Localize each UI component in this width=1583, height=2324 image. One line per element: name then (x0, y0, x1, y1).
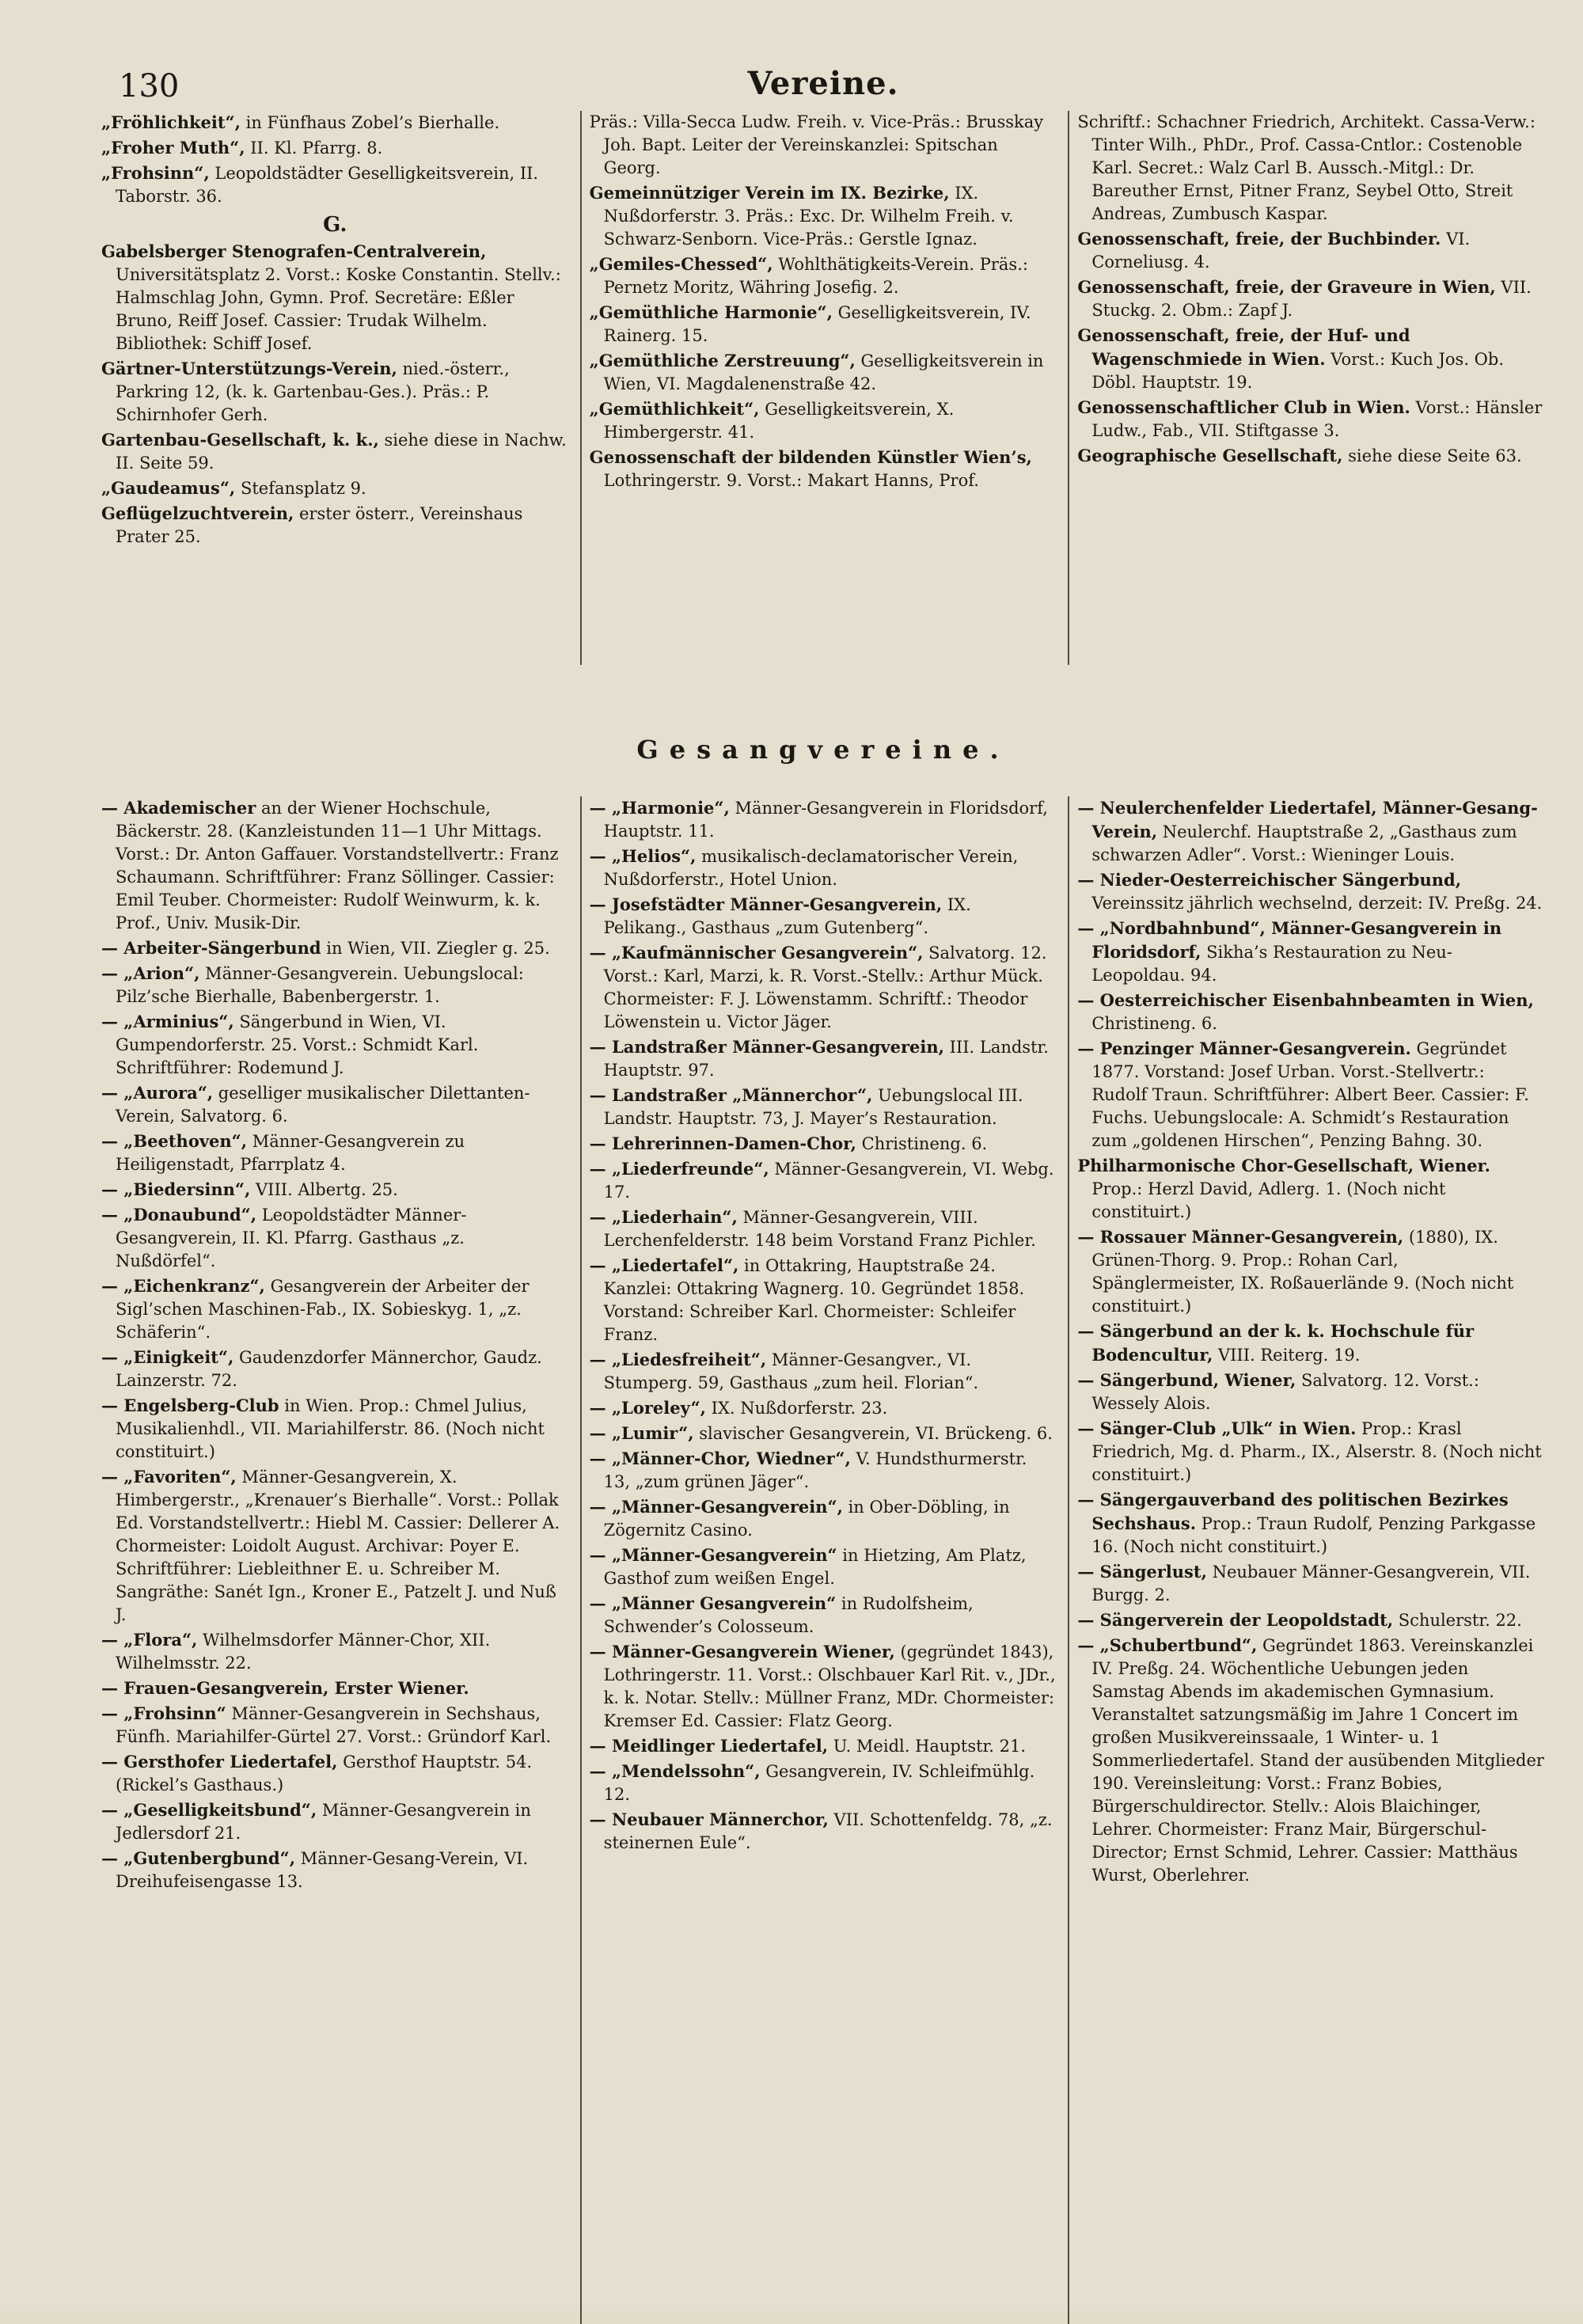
entry-details: Vereinssitz jährlich wechselnd, derzeit: IV. Preßg. 24. (1091, 894, 1543, 913)
directory-entry (590, 1495, 1057, 1542)
entry-name: — „Männer Gesangverein“ (589, 1593, 837, 1613)
entry-name: — Sängerbund an der k. k. Hochschule für Bodencultur, (1077, 1321, 1475, 1365)
directory-entry (1077, 1369, 1545, 1415)
entry-name: — „Geselligkeitsbund“, (101, 1800, 317, 1820)
entry-details: Wohlthätigkeits-Verein. Präs.: Pernetz Moritz, Währing Josefig. 2. (603, 255, 1028, 297)
entry-details: Salvatorg. 12. Vorst.: Karl, Marzi, k. R. Vorst.-Stellv.: Arthur Mück. Chormeister: F. J. Löwenstamm. Schriftf.: Theodor Löwenstein u. Victor Jäger. (603, 944, 1047, 1031)
entry-details: Schulerstr. 22. (1398, 1611, 1522, 1630)
entry-details: IX. Pelikang., Gasthaus „zum Gutenberg“. (603, 895, 971, 937)
directory-entry (590, 1808, 1057, 1855)
entry-details: Vorst.: Hänsler Ludw., Fab., VII. Stiftgasse 3. (1091, 398, 1543, 440)
entry-name: „Frohsinn“, (101, 163, 210, 183)
directory-entry (1077, 1037, 1545, 1153)
directory-entry (590, 1254, 1057, 1346)
bottom-column-1 (101, 796, 569, 2324)
entry-details: Universitätsplatz 2. Vorst.: Koske Constantin. Stellv.: Halmschlag John, Gymn. Prof. Secretäre: Eßler Bruno, Reiff Josef. Cassier: Trudak Wilhelm. Bibliothek: Schiff Josef. (116, 265, 561, 353)
entry-name: Geographische Gesellschaft, (1077, 446, 1343, 465)
entry-name: — Sängerbund, Wiener, (1077, 1370, 1296, 1390)
entry-name: Gartenbau-Gesellschaft, k. k., (101, 430, 379, 450)
entry-name: — Engelsberg-Club (101, 1396, 279, 1415)
entry-details: Männer-Gesangverein in Floridsdorf, Hauptstr. 11. (603, 799, 1048, 841)
directory-entry (590, 1544, 1057, 1590)
entry-name: — „Gutenbergbund“, (101, 1848, 296, 1868)
directory-entry (1077, 868, 1545, 915)
entry-details: Gesangverein, IV. Schleifmühlg. 12. (603, 1762, 1035, 1804)
directory-entry (1077, 275, 1545, 322)
directory-entry (101, 1203, 569, 1273)
page-title: Vereine. (747, 65, 899, 102)
entry-name: Genossenschaft, freie, der Buchbinder. (1077, 229, 1441, 249)
directory-entry (101, 477, 569, 500)
entry-details: Leopoldstädter Männer-Gesangverein, II. Kl. Pfarrg. Gasthaus „z. Nußdörfel“. (116, 1206, 467, 1270)
entry-details: III. Landstr. Hauptstr. 97. (603, 1038, 1049, 1080)
directory-entry (101, 1798, 569, 1845)
directory-entry (101, 428, 569, 475)
directory-entry (101, 502, 569, 549)
entry-name: — Nieder-Oesterreichischer Sängerbund, (1077, 870, 1462, 890)
directory-entry (590, 1132, 1057, 1156)
entry-details: in Wien. Prop.: Chmel Julius, Musikalienhdl., VII. Mariahilferstr. 86. (Noch nicht constituirt.) (116, 1396, 545, 1461)
entry-name: — Neubauer Männerchor, (589, 1809, 829, 1829)
directory-entry (1077, 1320, 1545, 1367)
directory-entry (101, 962, 569, 1008)
directory-entry (590, 349, 1057, 396)
directory-entry (1077, 1225, 1545, 1318)
directory-entry (101, 1394, 569, 1464)
entry-details: in Fünfhaus Zobel’s Bierhalle. (245, 113, 500, 132)
entry-name: — „Helios“, (589, 846, 697, 866)
directory-entry (590, 1592, 1057, 1639)
entry-details: Neulerchf. Hauptstraße 2, „Gasthaus zum schwarzen Adler“. Vorst.: Wieninger Louis. (1091, 822, 1517, 864)
entry-name: Philharmonische Chor-Gesellschaft, Wiener. (1077, 1156, 1490, 1175)
entry-name: — „Beethoven“, (101, 1131, 248, 1151)
entry-name: „Froher Muth“, (101, 138, 245, 158)
page-header (101, 63, 1545, 111)
entry-name: „Fröhlichkeit“, (101, 112, 241, 132)
directory-entry (590, 1206, 1057, 1252)
entry-details: Männer-Gesangverein, VIII. Lerchenfelderstr. 148 beim Vorstand Franz Pichler. (603, 1208, 1036, 1250)
entry-name: — „Nordbahnbund“, Männer-Gesangverein in Floridsdorf, (1077, 918, 1502, 962)
directory-entry (1077, 444, 1545, 468)
letter-heading: G. (323, 213, 347, 237)
entry-details: Geselligkeitsverein, IV. Rainerg. 15. (603, 303, 1031, 345)
directory-entry (101, 1274, 569, 1344)
entry-name: — „Mendelssohn“, (589, 1761, 761, 1781)
entry-name: — Oesterreichischer Eisenbahnbeamten in Wien, (1077, 990, 1534, 1010)
directory-entry (590, 845, 1057, 891)
entry-details: Gegründet 1877. Vorstand: Josef Urban. Vorst.-Stellvertr.: Rudolf Traun. Schriftführer: Albert Beer. Cassier: F. Fuchs. Uebungslocale: A. Schmidt’s Restauration zum „goldenen Hirschen“, Penzing Bahng. 30. (1091, 1039, 1529, 1150)
entry-name: — Lehrerinnen-Damen-Chor, (589, 1134, 856, 1153)
directory-entry (1077, 1608, 1545, 1632)
entry-details: Wilhelmsdorfer Männer-Chor, XII. Wilhelmsstr. 22. (116, 1631, 491, 1673)
entry-name: — „Biedersinn“, (101, 1179, 251, 1199)
entry-details: VIII. Reiterg. 19. (1217, 1346, 1361, 1365)
entry-details: Geselligkeitsverein in Wien, VI. Magdalenenstraße 42. (603, 351, 1044, 393)
entry-details: VI. Corneliusg. 4. (1091, 230, 1471, 272)
entry-details: Prop.: Traun Rudolf, Penzing Parkgasse 16. (Noch nicht constituirt.) (1091, 1514, 1536, 1556)
entry-details: Gaudenzdorfer Männerchor, Gaudz. Lainzerstr. 72. (116, 1348, 542, 1390)
entry-name: — Sängerlust, (1077, 1562, 1207, 1582)
entry-details: Christineng. 6. (861, 1134, 988, 1153)
entry-details: Männer-Gesangverein. Uebungslocal: Pilz’sche Bierhalle, Babenbergerstr. 1. (116, 964, 524, 1006)
entry-name: — Sänger-Club „Ulk“ in Wien. (1077, 1418, 1357, 1438)
entry-name: — Sängerverein der Leopoldstadt, (1077, 1610, 1394, 1630)
entry-details: Sikha’s Restauration zu Neu-Leopoldau. 94. (1091, 943, 1452, 985)
entry-details: Uebungslocal III. Landstr. Hauptstr. 73, J. Mayer’s Restauration. (603, 1086, 1023, 1128)
entry-name: — „Favoriten“, (101, 1467, 237, 1487)
entry-name: Gemeinnütziger Verein im IX. Bezirke, (589, 183, 950, 203)
entry-name: — „Harmonie“, (589, 798, 730, 818)
directory-entry (590, 893, 1057, 940)
directory-entry (1077, 1560, 1545, 1607)
directory-entry (101, 1465, 569, 1627)
entry-details: slavischer Gesangverein, VI. Brückeng. 6. (699, 1424, 1053, 1443)
entry-details: in Ottakring, Hauptstraße 24. Kanzlei: Ottakring Wagnerg. 10. Gegründet 1858. Vorstand: Schreiber Karl. Chormeister: Schleifer Franz. (603, 1256, 1025, 1344)
entry-name: — „Liedertafel“, (589, 1255, 739, 1275)
entry-details: VII. Stuckg. 2. Obm.: Zapf J. (1091, 278, 1532, 320)
entry-details: musikalisch-declamatorischer Verein, Nußdorferstr., Hotel Union. (603, 847, 1019, 889)
entry-details: Christineng. 6. (1091, 1014, 1217, 1033)
entry-details: Prop.: Herzl David, Adlerg. 1. (Noch nicht constituirt.) (1091, 1179, 1446, 1221)
entry-name: Gabelsberger Stenografen-Centralverein, (101, 241, 487, 261)
entry-details: Stefansplatz 9. (240, 479, 366, 498)
directory-entry (101, 240, 569, 355)
entry-name: — Meidlinger Liedertafel, (589, 1736, 829, 1756)
entry-details: IX. Nußdorferstr. 3. Präs.: Exc. Dr. Wilhelm Freih. v. Schwarz-Senborn. Vice-Präs.: Gerstle Ignaz. (603, 184, 1014, 249)
entry-name: — „Einigkeit“, (101, 1347, 234, 1367)
entry-name: — Akademischer (101, 798, 256, 818)
entry-details: VIII. Albertg. 25. (256, 1180, 398, 1199)
directory-entry (590, 253, 1057, 299)
directory-entry (590, 1422, 1057, 1445)
directory-entry (101, 1750, 569, 1797)
directory-entry (590, 1157, 1057, 1204)
directory-entry (101, 936, 569, 960)
entry-details: VII. Schottenfeldg. 78, „z. steinernen Eule“. (603, 1810, 1053, 1852)
directory-entry (1077, 396, 1545, 442)
entry-details: siehe diese Seite 63. (1348, 446, 1522, 465)
entry-name: — „Männer-Gesangverein“ (589, 1545, 837, 1565)
entry-name: Genossenschaftlicher Club in Wien. (1077, 397, 1410, 417)
directory-entry (1077, 1417, 1545, 1487)
entry-details: Gesangverein der Arbeiter der Sigl’schen Maschinen-Fab., IX. Sobieskyg. 1, „z. Schäferin“. (116, 1277, 530, 1342)
directory-entry (1077, 1488, 1545, 1559)
entry-name: — Gersthofer Liedertafel, (101, 1752, 338, 1771)
directory-entry (590, 181, 1057, 251)
entry-name: „Gemüthliche Harmonie“, (589, 302, 833, 322)
page-number: 130 (119, 68, 180, 104)
entry-name: Gärtner-Unterstützungs-Verein, (101, 359, 397, 378)
entry-name: Genossenschaft, freie, der Huf- und Wagenschmiede in Wien. (1077, 325, 1410, 369)
entry-details: Lothringerstr. 9. Vorst.: Makart Hanns, Prof. (603, 471, 979, 490)
entry-details: Leopoldstädter Geselligkeitsverein, II. Taborstr. 36. (116, 164, 539, 206)
entry-name: — Penzinger Männer-Gesangverein. (1077, 1039, 1411, 1058)
entry-name: — „Arminius“, (101, 1012, 234, 1031)
directory-entry (101, 796, 569, 935)
directory-entry (101, 1346, 569, 1392)
entry-details: siehe diese in Nachw. II. Seite 59. (116, 431, 567, 473)
directory-entry (1077, 324, 1545, 394)
directory-entry (1077, 111, 1545, 226)
entry-details: an der Wiener Hochschule, Bäckerstr. 28. (Kanzleistunden 11—1 Uhr Mittags. Vorst.: Dr. Anton Gaffauer. Vorstandstellvertr.: Franz Schaumann. Schriftführer: Franz Söllinger. Cassier: Emil Teuber. Chormeister: Rudolf Weinwurm, k. k. Prof., Univ. Musik-Dir. (116, 799, 559, 932)
entry-name: — „Lumir“, (589, 1423, 694, 1443)
entry-details: geselliger musikalischer Dilettanten-Verein, Salvatorg. 6. (116, 1084, 530, 1126)
entry-name: „Gemiles-Chessed“, (589, 254, 773, 274)
bottom-section (101, 796, 1545, 2324)
directory-entry (101, 161, 569, 208)
entry-details: Männer-Gesang-Verein, VI. Dreihufeisengasse 13. (116, 1849, 529, 1891)
bottom-column-2 (580, 796, 1057, 2324)
entry-details: (gegründet 1843), Lothringerstr. 11. Vorst.: Olschbauer Karl Rit. v., JDr., k. k. Notar. Stellv.: Müllner Franz, MDr. Chormeister: Kremser Ed. Cassier: Flatz Georg. (603, 1642, 1056, 1730)
entry-name: — Landstraßer „Männerchor“, (589, 1085, 873, 1105)
directory-entry (590, 111, 1057, 180)
entry-name: „Gaudeamus“, (101, 478, 236, 498)
entry-details: Schriftf.: Schachner Friedrich, Architekt. Cassa-Verw.: Tinter Wilh., PhDr., Prof. Cassa-Cntlor.: Costenoble Karl. Secret.: Walz Carl B. Aussch.-Mitgl.: Dr. Bareuther Ernst, Pitner Franz, Seybel Otto, Streit Andreas, Zumbusch Kaspar. (1077, 112, 1536, 223)
directory-entry (1077, 227, 1545, 274)
entry-details: Gersthof Hauptstr. 54. (Rickel’s Gasthaus.) (116, 1752, 533, 1794)
section-heading: Gesangvereine. (636, 735, 1010, 765)
entry-name: Genossenschaft der bildenden Künstler Wien’s, (589, 447, 1032, 467)
directory-entry (590, 1760, 1057, 1806)
directory-entry (1077, 796, 1545, 867)
directory-entry (101, 111, 569, 135)
entry-details: Gegründet 1863. Vereinskanzlei IV. Preßg. 24. Wöchentliche Uebungen jeden Samstag Abends im akademischen Gymnasium. Veranstaltet satzungsmäßig im Jahre 1 Concert im großen Musikvereinssaale, 1 Winter- u. 1 Sommerliedertafel. Stand der ausübenden Mitglieder 190. Vereinsleitung: Vorst.: Franz Bobies, Bürgerschuldirector. Stellv.: Alois Blaichinger, Lehrer. Chormeister: Franz Mair, Bürgerschul-Director; Ernst Schmid, Lehrer. Cassier: Matthäus Wurst, Oberlehrer. (1091, 1636, 1544, 1885)
top-column-3 (1068, 111, 1545, 665)
directory-entry (590, 1035, 1057, 1082)
directory-entry (101, 1130, 569, 1176)
entry-details: Vorst.: Kuch Jos. Ob. Döbl. Hauptstr. 19. (1091, 350, 1505, 392)
directory-entry (101, 1081, 569, 1128)
directory-entry (590, 1084, 1057, 1130)
directory-entry (590, 1734, 1057, 1758)
directory-entry (590, 796, 1057, 843)
entry-details: Männer-Gesangverein in Sechshaus, Fünfh. Mariahilfer-Gürtel 27. Vorst.: Gründorf Karl. (116, 1704, 552, 1746)
directory-entry (101, 1628, 569, 1675)
entry-details: Sängerbund in Wien, VI. Gumpendorferstr. 25. Vorst.: Schmidt Karl. Schriftführer: Rodemund J. (116, 1012, 479, 1077)
directory-entry (101, 1702, 569, 1749)
entry-name: — Neulerchenfelder Liedertafel, Männer-Gesang-Verein, (1077, 798, 1538, 841)
entry-name: — Rossauer Männer-Gesangverein, (1077, 1227, 1404, 1247)
entry-name: — „Eichenkranz“, (101, 1276, 265, 1296)
entry-name: — Arbeiter-Sängerbund (101, 938, 321, 958)
entry-name: „Gemüthlichkeit“, (589, 399, 760, 419)
entry-name: — „Männer-Chor, Wiedner“, (589, 1449, 851, 1468)
entry-name: „Gemüthliche Zerstreuung“, (589, 351, 856, 370)
entry-details: II. Kl. Pfarrg. 8. (250, 139, 383, 158)
top-column-2 (580, 111, 1057, 665)
entry-details: in Ober-Döbling, in Zögernitz Casino. (603, 1498, 1010, 1540)
directory-entry (590, 301, 1057, 347)
entry-name: — „Schubertbund“, (1077, 1635, 1258, 1655)
bottom-column-3 (1068, 796, 1545, 2324)
directory-entry (590, 1640, 1057, 1733)
directory-entry (101, 1677, 569, 1700)
directory-entry (590, 1396, 1057, 1420)
directory-entry (590, 941, 1057, 1034)
entry-details: Männer-Gesangverein in Jedlersdorf 21. (116, 1801, 531, 1843)
entry-name: — Männer-Gesangverein Wiener, (589, 1642, 895, 1661)
directory-entry (590, 446, 1057, 492)
entry-details: V. Hundsthurmerstr. 13, „zum grünen Jäger“. (603, 1449, 1027, 1491)
directory-entry (101, 1847, 569, 1893)
entry-details: U. Meidl. Hauptstr. 21. (833, 1737, 1027, 1756)
entry-details: erster österr., Vereinshaus Prater 25. (116, 504, 523, 546)
entry-details: Prop.: Krasl Friedrich, Mg. d. Pharm., IX., Alserstr. 8. (Noch nicht constituirt.) (1091, 1419, 1542, 1484)
entry-name: — „Männer-Gesangverein“, (589, 1497, 843, 1517)
directory-entry (1077, 989, 1545, 1035)
directory-entry (101, 1010, 569, 1080)
entry-details: in Wien, VII. Ziegler g. 25. (326, 939, 550, 958)
entry-name: — Landstraßer Männer-Gesangverein, (589, 1037, 944, 1057)
entry-name: — Josefstädter Männer-Gesangverein, (589, 894, 943, 914)
entry-name: — „Aurora“, (101, 1083, 214, 1103)
entry-details: Neubauer Männer-Gesangverein, VII. Burgg. 2. (1091, 1563, 1531, 1604)
entry-name: Geflügelzuchtverein, (101, 503, 294, 523)
entry-name: — „Frohsinn“ (101, 1703, 226, 1723)
entry-name: — „Loreley“, (589, 1398, 706, 1418)
directory-entry (1077, 917, 1545, 987)
entry-name: — „Kaufmännischer Gesangverein“, (589, 943, 924, 963)
entry-name: — Frauen-Gesangverein, Erster Wiener. (101, 1678, 469, 1698)
entry-details: Männer-Gesangverein, X. Himbergerstr., „Krenauer’s Bierhalle“. Vorst.: Pollak Ed. Vorstandstellvertr.: Hiebl M. Cassier: Dellerer A. Chormeister: Loidolt August. Archivar: Poyer E. Schriftführer: Liebleithner E. u. Schreiber M. Sangräthe: Sanét Ign., Kroner E., Patzelt J. und Nuß J. (116, 1468, 560, 1624)
entry-details: IX. Nußdorferstr. 23. (711, 1399, 888, 1418)
top-column-1 (101, 111, 569, 665)
entry-details: Geselligkeitsverein, X. Himbergerstr. 41. (603, 400, 955, 442)
directory-entry (101, 357, 569, 427)
top-section (101, 111, 1545, 665)
directory-entry (101, 136, 569, 160)
directory-entry (1077, 1634, 1545, 1887)
entry-details: Männer-Gesangverein, VI. Webg. 17. (603, 1160, 1054, 1202)
directory-entry (101, 1178, 569, 1202)
entry-details: Männer-Gesangverein zu Heiligenstadt, Pfarrplatz 4. (116, 1132, 465, 1174)
entry-name: — „Liedesfreiheit“, (589, 1350, 767, 1369)
entry-name: — „Liederfreunde“, (589, 1159, 769, 1179)
entry-details: Männer-Gesangver., VI. Stumperg. 59, Gasthaus „zum heil. Florian“. (603, 1350, 979, 1392)
directory-entry (1077, 1154, 1545, 1224)
directory-entry (590, 1447, 1057, 1494)
entry-details: Salvatorg. 12. Vorst.: Wessely Alois. (1091, 1371, 1479, 1413)
entry-details: in Hietzing, Am Platz, Gasthof zum weißen Engel. (603, 1546, 1027, 1588)
entry-name: — „Arion“, (101, 963, 200, 983)
entry-name: — „Liederhain“, (589, 1207, 738, 1227)
directory-entry (590, 1348, 1057, 1395)
entry-name: — „Flora“, (101, 1630, 198, 1650)
entry-details: Präs.: Villa-Secca Ludw. Freih. v. Vice-Präs.: Brusskay Joh. Bapt. Leiter der Vereinskanzlei: Spitschan Georg. (589, 112, 1044, 177)
entry-name: — Sängergauverband des politischen Bezirkes Sechshaus. (1077, 1490, 1509, 1533)
entry-name: Genossenschaft, freie, der Graveure in Wien, (1077, 277, 1496, 297)
entry-details: in Rudolfsheim, Schwender’s Colosseum. (603, 1594, 974, 1636)
entry-name: — „Donaubund“, (101, 1205, 257, 1225)
entry-details: (1880), IX. Grünen-Thorg. 9. Prop.: Rohan Carl, Spänglermeister, IX. Roßauerlände 9. (Noch nicht constituirt.) (1091, 1228, 1514, 1316)
entry-details: nied.-österr., Parkring 12, (k. k. Gartenbau-Ges.). Präs.: P. Schirnhofer Gerh. (116, 359, 510, 424)
directory-entry (590, 397, 1057, 444)
